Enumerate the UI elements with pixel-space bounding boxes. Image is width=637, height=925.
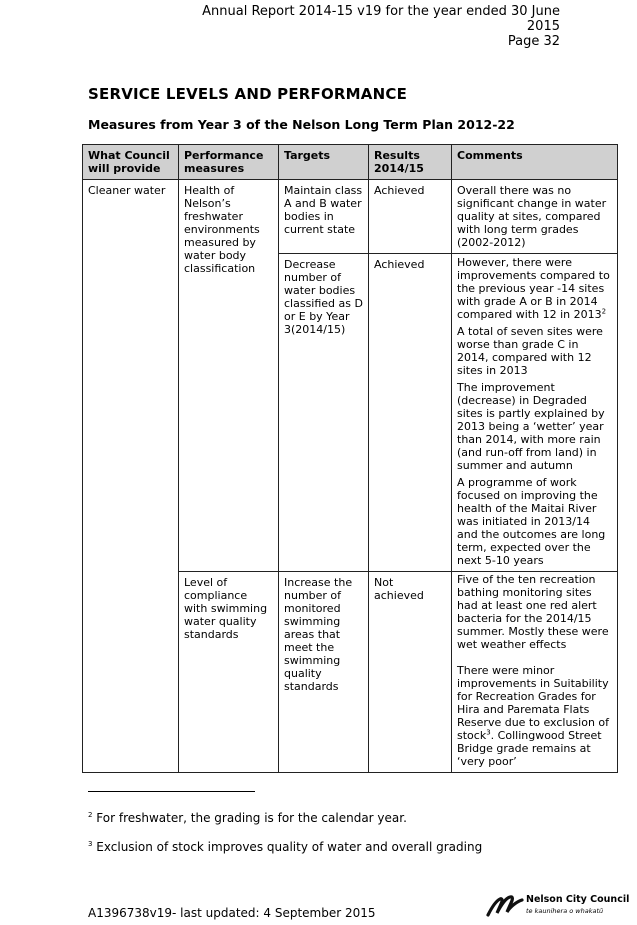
header-page-number: Page 32: [507, 34, 560, 49]
table-header-row: [83, 145, 618, 180]
header-comments: Comments: [452, 145, 618, 180]
comment-worse-sites: A total of seven sites were worse than grade C in 2014, compared with 12 sites in 2013: [457, 325, 603, 377]
footnote-2-text: For freshwater, the grading is for the calendar year.: [92, 811, 407, 825]
comment-improvements: [457, 256, 612, 321]
comment-maitai: A programme of work focused on improving the health of the Maitai River was initiated in 2013/14 and the outcomes are long term, expected over the next 5-10 years: [457, 476, 606, 567]
comment-bathing: Five of the ten recreation bathing monitoring sites had at least one red alert bacteria for the 2014/15 summer. Mostly these were wet weather effects: [457, 573, 609, 651]
measures-table: [82, 144, 618, 773]
cell-result-1: Achieved: [369, 180, 452, 254]
logo-name: Nelson City Council: [526, 894, 630, 905]
header-performance-measures: Performance measures: [179, 145, 279, 180]
comment-improvements-text: However, there were improvements compared to the previous year -14 sites with grade A or B in 2014 compared with 12 in 2013: [457, 256, 610, 321]
cell-measure-swimming: Level of compliance with swimming water quality standards: [179, 572, 279, 773]
cell-target-swimming: Increase the number of monitored swimming areas that meet the swimming quality standards: [279, 572, 369, 773]
comment-collingwood-text: . Collingwood Street Bridge grade remains at ‘very poor’: [457, 729, 602, 768]
cell-comment-3: [452, 572, 618, 773]
cell-provide: Cleaner water: [83, 180, 179, 773]
footnote-3-number: 3: [88, 840, 93, 848]
page-footer: A1396738v19- last updated: 4 September 2015: [88, 906, 376, 920]
header-targets: Targets: [279, 145, 369, 180]
cell-target-decrease: Decrease number of water bodies classified as D or E by Year 3(2014/15): [279, 254, 369, 572]
section-subtitle: Measures from Year 3 of the Nelson Long Term Plan 2012-22: [88, 117, 515, 132]
comment-gap: [457, 651, 612, 664]
footnote-3-text: Exclusion of stock improves quality of water and overall grading: [92, 840, 483, 854]
page-header: [180, 4, 560, 49]
footnote-2: [88, 811, 407, 825]
logo-tagline: te kaunihera o whakatū: [526, 907, 604, 915]
cell-target-maintain: Maintain class A and B water bodies in current state: [279, 180, 369, 254]
footnote-2-number: 2: [88, 811, 93, 819]
header-report-title: Annual Report 2014-15 v19 for the year ended 30 June 2015: [202, 4, 560, 34]
cell-result-3: Not achieved: [369, 572, 452, 773]
cell-comment-2: [452, 254, 618, 572]
section-title: SERVICE LEVELS AND PERFORMANCE: [88, 85, 408, 103]
council-logo: [486, 893, 630, 919]
header-results: Results 2014/15: [369, 145, 452, 180]
comment-overall: Overall there was no significant change in water quality at sites, compared with long term grades (2002-2012): [457, 184, 607, 249]
table-row: [83, 180, 618, 254]
cell-comment-1: [452, 180, 618, 254]
comment-degraded: The improvement (decrease) in Degraded sites is partly explained by 2013 being a ‘wetter’ year than 2014, with more rain (and run-off from land) in summer and autumn: [457, 381, 605, 472]
footnote-ref-3: 3: [486, 728, 491, 737]
header-what-council: What Council will provide: [83, 145, 179, 180]
comment-minor-text: There were minor improvements in Suitability for Recreation Grades for Hira and Paremata Flats Reserve due to exclusion of stock: [457, 664, 610, 742]
comment-minor-improvements: [457, 664, 612, 768]
nelson-logo-icon: [486, 893, 524, 917]
cell-result-2: Achieved: [369, 254, 452, 572]
footnote-3: [88, 840, 482, 854]
footnote-ref-2: 2: [601, 307, 607, 316]
cell-measure-health: Health of Nelson’s freshwater environments measured by water body classification: [179, 180, 279, 572]
footnote-divider: [88, 791, 255, 792]
